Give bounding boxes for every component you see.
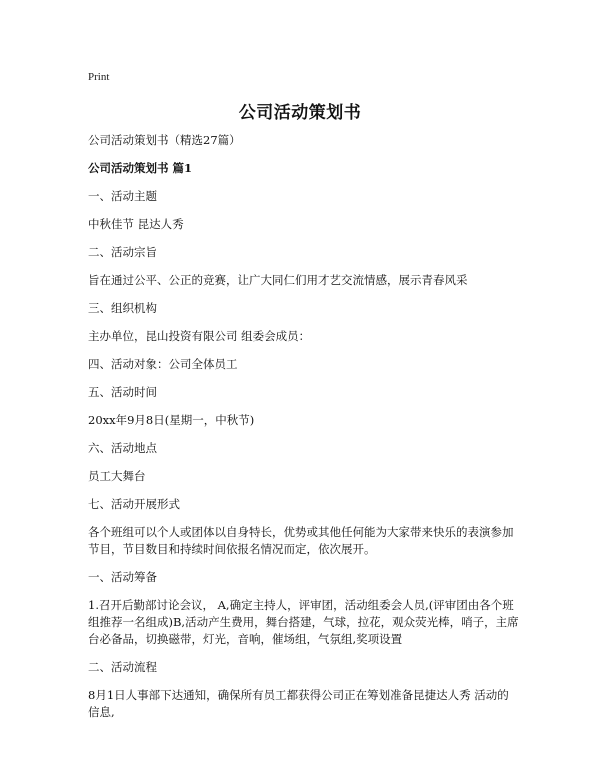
subtitle-line: 公司活动策划书（精选27篇）	[88, 133, 241, 147]
item-heading-preparation: 一、活动筹备	[88, 570, 157, 584]
item-heading-time: 五、活动时间	[88, 385, 157, 399]
paragraph: 各个班组可以个人或团体以自身特长，优势或其他任何能为大家带来快乐的表演参加节目，节目数目和持续时间依报名情况而定，依次展开。	[88, 525, 514, 556]
item-heading-purpose: 二、活动宗旨	[88, 245, 157, 259]
item-heading-location: 六、活动地点	[88, 441, 157, 455]
paragraph: 8月1日人事部下达通知，确保所有员工都获得公司正在筹划准备昆捷达人秀 活动的信息,	[88, 688, 509, 719]
item-heading-organization: 三、组织机构	[88, 301, 157, 315]
paragraph: 员工大舞台	[88, 469, 146, 483]
document-title: 公司活动策划书	[238, 103, 362, 123]
document-body	[88, 132, 520, 732]
paragraph: 1.召开后勤部讨论会议， A,确定主持人，评审团，活动组委会人员,(评审团由各个班组推荐一名组成)B,活动产生费用，舞台搭建，气球，拉花，观众荧光棒，哨子，主席台必备品，切换磁带，灯光，音响，催场组，气氛组,奖项设置	[88, 598, 519, 646]
item-heading-audience: 四、活动对象：公司全体员工	[88, 357, 238, 371]
paragraph: 20xx年9月8日(星期一，中秋节)	[88, 413, 255, 427]
paragraph: 主办单位，昆山投资有限公司 组委会成员：	[88, 329, 311, 343]
item-heading-process: 二、活动流程	[88, 660, 157, 674]
paragraph: 中秋佳节 昆达人秀	[88, 217, 184, 231]
item-heading-theme: 一、活动主题	[88, 189, 157, 203]
paragraph: 旨在通过公平、公正的竞赛，让广大同仁们用才艺交流情感，展示青春风采	[88, 273, 468, 287]
item-heading-format: 七、活动开展形式	[88, 497, 180, 511]
print-link[interactable]: Print	[88, 71, 110, 83]
section-heading: 公司活动策划书 篇1	[88, 161, 193, 175]
